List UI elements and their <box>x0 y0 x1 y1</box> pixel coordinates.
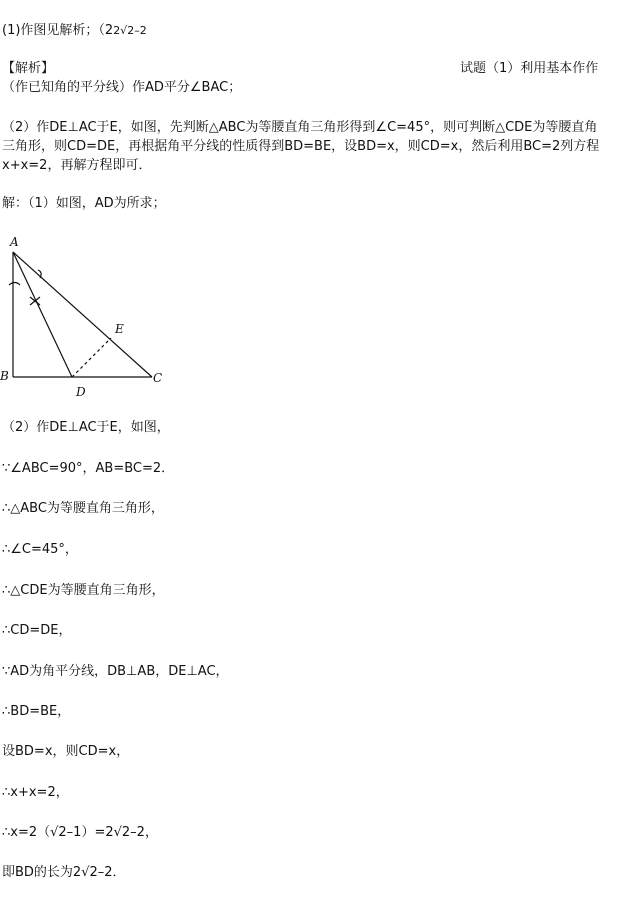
step-line: ∴x=2（√2–1）=2√2–2， <box>2 825 158 840</box>
step-line: ∴∠C=45°， <box>2 542 78 557</box>
step-line: ∴BD=BE， <box>2 704 71 719</box>
step-line: ∵AD为角平分线，DB⊥AB，DE⊥AC， <box>2 664 229 679</box>
bisector-ad <box>13 252 72 377</box>
analysis-line-2c: x+x=2，再解方程即可． <box>2 158 152 173</box>
answer-line <box>2 23 147 39</box>
analysis-tag: 试题（1）利用基本作作 <box>460 61 599 76</box>
solution-line-1: 解：（1）如图，AD为所求； <box>2 196 166 211</box>
segment-de <box>72 338 111 377</box>
step-line: 即BD的长为2√2–2． <box>2 865 126 880</box>
triangle-figure <box>0 230 170 400</box>
step-line: ∴CD=DE， <box>2 623 72 638</box>
label-c: C <box>153 371 163 385</box>
analysis-heading: 【解析】 <box>2 61 55 76</box>
step-line: （2）作DE⊥AC于E，如图， <box>2 420 170 435</box>
answer-tail: 2√2–2 <box>113 24 147 37</box>
side-ac <box>13 252 152 377</box>
arc-mark-ac <box>38 270 41 278</box>
analysis-line-1: （作已知角的平分线）作AD平分∠BAC； <box>2 80 242 95</box>
analysis-line-2b: 三角形，则CD=DE，再根据角平分线的性质得到BD=BE，设BD=x，则CD=x，然后利用BC=2列方程 <box>2 139 600 154</box>
label-e: E <box>115 322 124 336</box>
arc-mark-ab <box>9 283 20 286</box>
label-d: D <box>76 385 86 399</box>
step-line: ∴△ABC为等腰直角三角形， <box>2 501 164 516</box>
label-a: A <box>10 235 19 249</box>
step-line: ∴△CDE为等腰直角三角形， <box>2 583 165 598</box>
step-line: 设BD=x，则CD=x， <box>2 744 130 759</box>
analysis-line-2a: （2）作DE⊥AC于E，如图，先判断△ABC为等腰直角三角形得到∠C=45°，则可判断△CDE为等腰直角 <box>2 120 598 135</box>
label-b: B <box>0 369 9 383</box>
step-line: ∴x+x=2， <box>2 785 69 800</box>
answer-text: (1)作图见解析；（2 <box>2 23 114 38</box>
step-line: ∵∠ABC=90°，AB=BC=2． <box>2 461 175 476</box>
